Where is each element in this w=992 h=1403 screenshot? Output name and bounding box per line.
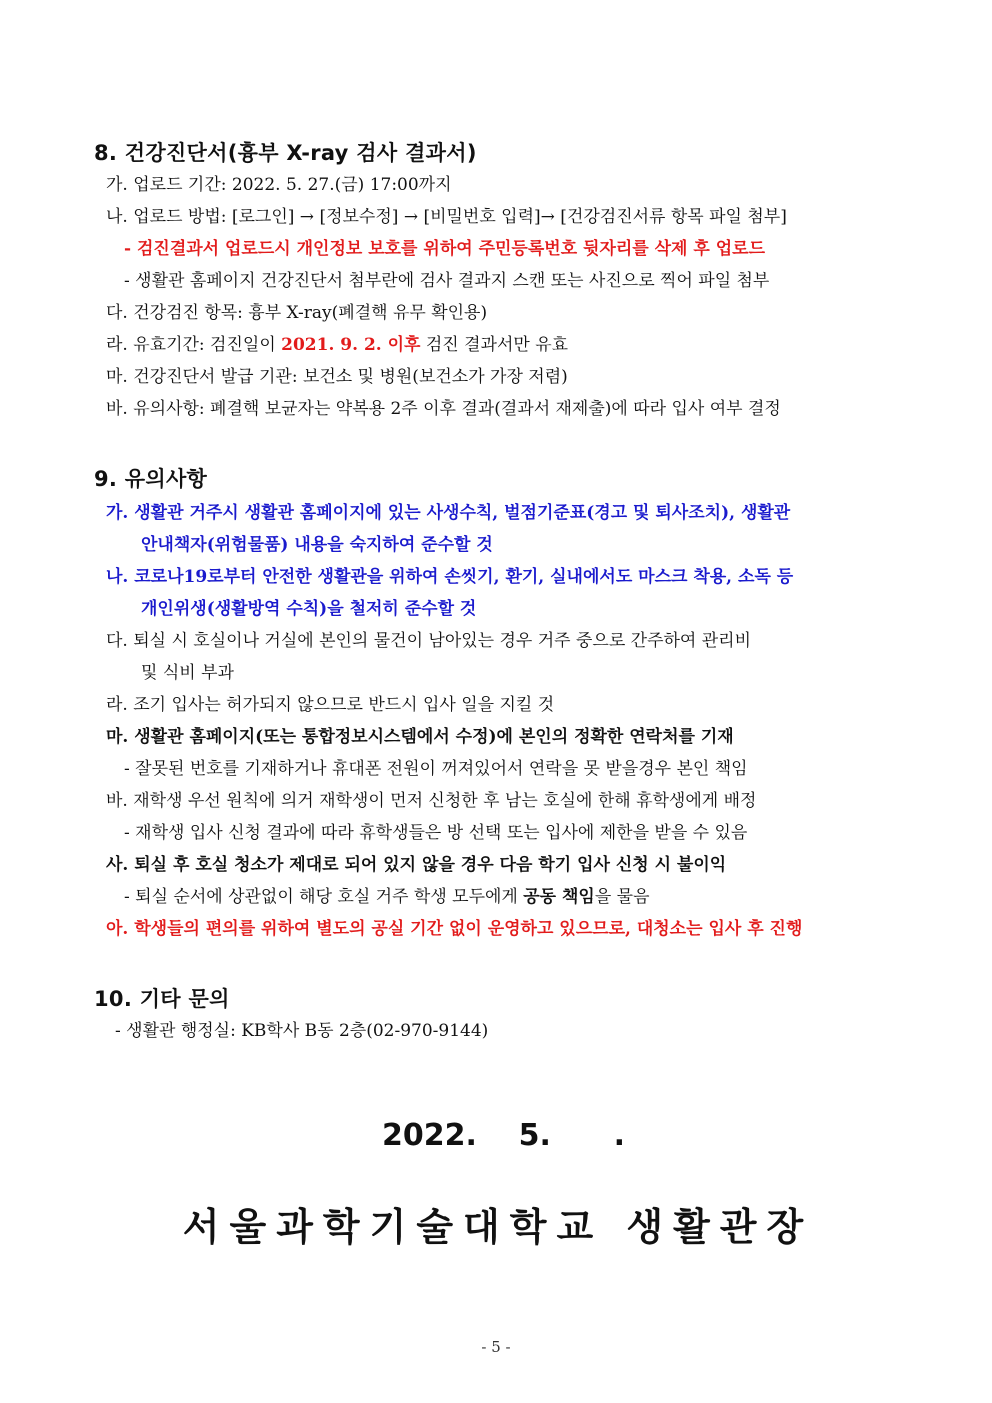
section-8-item-ma: 마. 건강진단서 발급 기관: 보건소 및 병원(보건소가 가장 저렴)	[106, 367, 568, 387]
section-8-title: 8. 건강진단서(흉부 X-ray 검사 결과서)	[94, 141, 477, 165]
section-8-item-ra-date: 2021. 9. 2. 이후	[281, 335, 421, 355]
section-9-item-ga-line2: 안내책자(위험물품) 내용을 숙지하여 준수할 것	[141, 535, 493, 555]
section-10-contact: - 생활관 행정실: KB학사 B동 2층(02-970-9144)	[115, 1021, 489, 1041]
section-8-item-ga: 가. 업로드 기간: 2022. 5. 27.(금) 17:00까지	[106, 175, 452, 195]
section-9-item-sa-note	[124, 886, 650, 908]
section-9-title: 9. 유의사항	[94, 467, 208, 491]
section-9-item-na-line2: 개인위생(생활방역 수칙)을 철저히 준수할 것	[141, 599, 477, 619]
section-9-item-ma: 마. 생활관 홈페이지(또는 통합정보시스템에서 수정)에 본인의 정확한 연락처를 기재	[106, 727, 734, 747]
section-8-item-ra-suffix: 검진 결과서만 유효	[420, 335, 569, 355]
section-8-item-ba: 바. 유의사항: 폐결핵 보균자는 약복용 2주 이후 결과(결과서 재제출)에 따라 입사 여부 결정	[106, 399, 781, 419]
section-9-item-ma-note: - 잘못된 번호를 기재하거나 휴대폰 전원이 꺼져있어서 연락을 못 받을경우 본인 책임	[124, 759, 748, 779]
section-9-item-sa-note-suffix: 을 물음	[594, 887, 650, 907]
section-9-item-ba-note: - 재학생 입사 신청 결과에 따라 휴학생들은 방 선택 또는 입사에 제한을 받을 수 있음	[124, 823, 748, 843]
section-9-item-sa: 사. 퇴실 후 호실 청소가 제대로 되어 있지 않을 경우 다음 학기 입사 신청 시 불이익	[106, 855, 727, 875]
section-10-title: 10. 기타 문의	[94, 987, 230, 1011]
page-number: - 5 -	[481, 1338, 511, 1356]
section-8-item-na-note: - 생활관 홈페이지 건강진단서 첨부란에 검사 결과지 스캔 또는 사진으로 찍어 파일 첨부	[124, 271, 770, 291]
section-9-item-a: 아. 학생들의 편의를 위하여 별도의 공실 기간 없이 운영하고 있으므로, 대청소는 입사 후 진행	[106, 919, 803, 939]
section-9-item-da-line2: 및 식비 부과	[141, 663, 234, 683]
section-9-item-na-line1: 나. 코로나19로부터 안전한 생활관을 위하여 손씻기, 환기, 실내에서도 마스크 착용, 소독 등	[106, 567, 794, 587]
section-9-item-ga-line1: 가. 생활관 거주시 생활관 홈페이지에 있는 사생수칙, 벌점기준표(경고 및 퇴사조치), 생활관	[106, 503, 791, 523]
section-8-item-na: 나. 업로드 방법: [로그인] → [정보수정] → [비밀번호 입력]→ [건강검진서류 항목 파일 첨부]	[106, 207, 787, 227]
section-8-item-da: 다. 건강검진 항목: 흉부 X-ray(폐결핵 유무 확인용)	[106, 303, 488, 323]
signature-title: 서울과학기술대학교 생활관장	[182, 1205, 814, 1249]
section-9-item-sa-note-prefix: - 퇴실 순서에 상관없이 해당 호실 거주 학생 모두에게	[124, 887, 524, 907]
section-9-item-ra: 라. 조기 입사는 허가되지 않으므로 반드시 입사 일을 지킬 것	[106, 695, 555, 715]
section-8-item-na-note-red: - 검진결과서 업로드시 개인정보 보호를 위하여 주민등록번호 뒷자리를 삭제 후 업로드	[124, 239, 766, 259]
section-9-item-da-line1: 다. 퇴실 시 호실이나 거실에 본인의 물건이 남아있는 경우 거주 중으로 간주하여 관리비	[106, 631, 752, 651]
issue-date: 2022. 5. .	[382, 1118, 626, 1153]
section-9-item-ba: 바. 재학생 우선 원칙에 의거 재학생이 먼저 신청한 후 남는 호실에 한해 휴학생에게 배정	[106, 791, 757, 811]
section-8-item-ra	[106, 334, 568, 356]
section-8-item-ra-prefix: 라. 유효기간: 검진일이	[106, 335, 282, 355]
section-9-item-sa-note-emphasis: 공동 책임	[523, 887, 595, 907]
